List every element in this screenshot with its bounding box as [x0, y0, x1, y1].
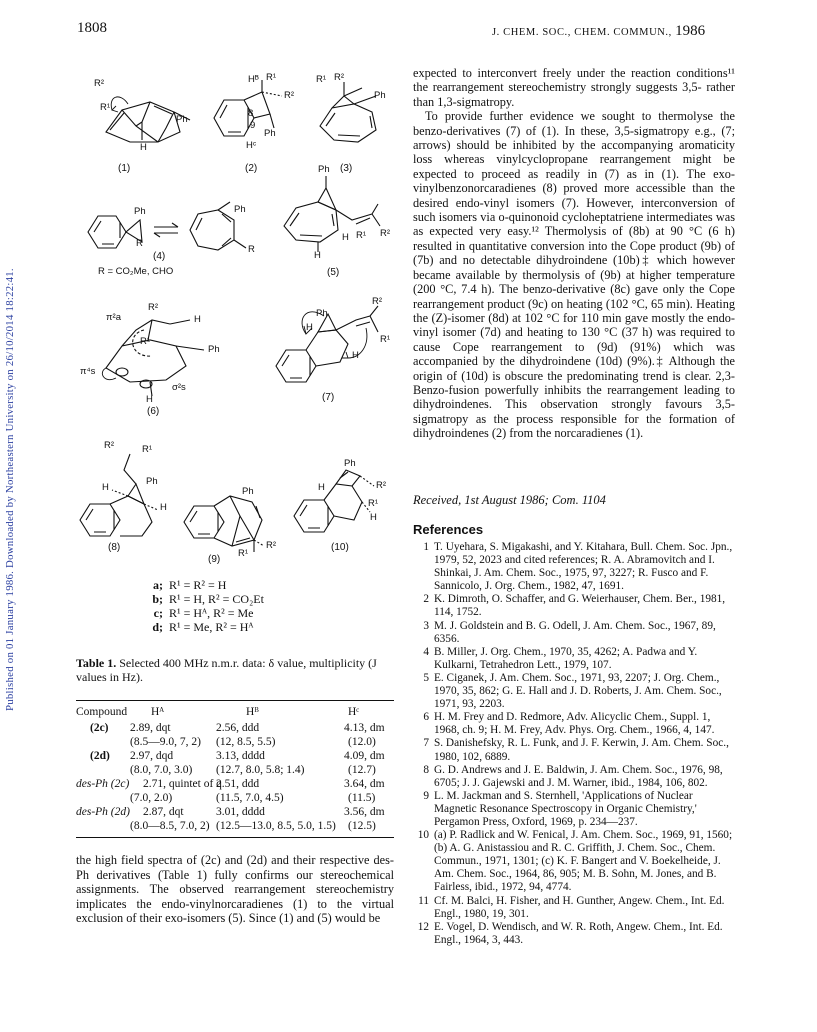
reference-item	[413, 620, 735, 646]
atom-H: H	[342, 232, 349, 243]
structure-3	[310, 72, 400, 158]
label-pi2a: π²a	[106, 312, 122, 323]
reference-text: M. J. Goldstein and B. G. Odell, J. Am. Chem. Soc., 1967, 89, 6356.	[434, 619, 716, 645]
reference-number: 11	[418, 894, 429, 907]
label-compound-5: (5)	[327, 267, 340, 278]
cell-hb: (11.5, 7.0, 4.5)	[216, 792, 284, 804]
atom-R1: R¹	[238, 548, 249, 559]
ring-position-9: 9	[250, 120, 256, 131]
journal-year: 1986	[675, 23, 706, 39]
label-compound-1: (1)	[118, 163, 131, 174]
reference-text: Cf. M. Balci, H. Fisher, and H. Gunther, Angew. Chem., Int. Ed. Engl., 1980, 19, 301.	[434, 894, 725, 920]
label-compound-6: (6)	[147, 406, 160, 417]
structure-10	[290, 458, 400, 544]
atom-R2: R²	[284, 90, 295, 101]
atom-Ph: Ph	[374, 90, 386, 101]
cell-hc: (11.5)	[348, 792, 376, 804]
atom-R2: R²	[334, 72, 345, 83]
substituent-list	[145, 578, 264, 634]
atom-R2: R²	[94, 78, 105, 89]
references-heading: References	[413, 522, 484, 537]
reference-text: E. Ciganek, J. Am. Chem. Soc., 1971, 93, 2207; J. Org. Chem., 1970, 35, 862; G. E. Hall and J. D. Roberts, J. Am. Chem. Soc., 1971, 93, 2203.	[434, 671, 722, 711]
atom-Ph: Ph	[242, 486, 254, 497]
label-pi4s: π⁴s	[80, 366, 96, 377]
reference-text: H. M. Frey and D. Redmore, Adv. Alicyclic Chem., Suppl. 1, 1968, ch. 9; H. M. Frey, Adv. Phys. Org. Chem., 1966, 4, 147.	[434, 711, 715, 737]
reference-text: T. Uyehara, S. Migakashi, and Y. Kitahara, Bull. Chem. Soc. Jpn., 1979, 52, 2023 and cited references; R. A. Abramovitch and I. Shinkai, J. Am. Chem. Soc., 1975, 97, 3227; R. Fusco and F. Sannicolo, J. Org. Chem., 1982, 47, 1691.	[434, 541, 733, 593]
cell-hb: 2.56, ddd	[216, 722, 260, 734]
journal-name: J. CHEM. SOC., CHEM. COMMUN.,	[492, 27, 672, 38]
reference-item	[413, 895, 735, 921]
reference-number: 9	[423, 789, 429, 802]
table-caption-label: Table 1.	[76, 656, 117, 670]
col-header-hb: Hᴮ	[246, 706, 259, 718]
atom-H: H	[160, 502, 167, 513]
atom-HC: Hᶜ	[246, 140, 257, 151]
cell-hc: 3.64, dm	[344, 778, 385, 790]
r-definition: R = CO₂Me, CHO	[98, 266, 174, 277]
reference-text: E. Vogel, D. Wendisch, and W. R. Roth, Angew. Chem., Int. Ed. Engl., 1964, 3, 443.	[434, 920, 723, 946]
substituent-def: R¹ = Hᴬ, R² = Me	[169, 606, 254, 620]
label-compound-4: (4)	[153, 251, 166, 262]
reference-number: 8	[423, 763, 429, 776]
reference-text: L. M. Jackman and S. Sternhell, 'Applications of Nuclear Magnetic Resonance Spectroscopy in Organic Chemistry,' Pergamon Press, Oxford, 1969, p. 234—237.	[434, 789, 697, 828]
atom-H: H	[146, 394, 153, 405]
atom-H: H	[102, 482, 109, 493]
label-compound-7: (7)	[322, 392, 335, 403]
atom-Ph: Ph	[264, 128, 276, 139]
atom-Ph: Ph	[134, 206, 146, 217]
col-header-compound: Compound	[76, 706, 128, 718]
reference-number: 10	[417, 829, 429, 842]
structure-1	[92, 80, 202, 160]
cell-hb: (12.7, 8.0, 5.8; 1.4)	[216, 764, 305, 776]
cell-hc: (12.0)	[348, 736, 376, 748]
cell-hb: (12.5—13.0, 8.5, 5.0, 1.5)	[216, 820, 336, 832]
nmr-table	[76, 706, 394, 834]
reference-number: 2	[423, 593, 429, 606]
label-compound-2: (2)	[245, 163, 258, 174]
atom-R1: R¹	[356, 230, 367, 241]
atom-R1: R¹	[368, 498, 379, 509]
reference-number: 5	[423, 671, 429, 684]
reference-list	[413, 541, 735, 947]
cell-ha: 2.87, dqt	[143, 806, 184, 818]
atom-H: H	[314, 250, 321, 261]
atom-Ph: Ph	[318, 164, 330, 175]
atom-R2: R²	[266, 540, 277, 551]
page-number: 1808	[77, 20, 107, 36]
atom-R2: R²	[380, 228, 391, 239]
atom-HB: Hᴮ	[248, 74, 259, 85]
atom-H: H	[194, 314, 201, 325]
table-bottom-rule	[76, 837, 394, 838]
table-row	[76, 820, 394, 834]
cell-hb: 3.13, dddd	[216, 750, 265, 762]
reference-item	[413, 829, 735, 894]
cell-ha: 2.71, quintet of q	[143, 778, 222, 790]
structure-6	[80, 300, 246, 405]
reference-number: 3	[423, 619, 429, 632]
substituent-c	[145, 606, 264, 620]
substituent-b	[145, 592, 264, 606]
substituent-a	[145, 578, 264, 592]
atom-R1: R¹	[100, 102, 111, 113]
reference-item	[413, 921, 735, 947]
structure-4	[82, 200, 262, 260]
paragraph: To provide further evidence we sought to thermolyse the benzo-derivatives (7) of (1). In these, 3,5-sigmatropy e.g., (7; arrows) should be inhibited by the accompanying aromaticity loss whereas vinylcyclopropane rearrangement might be expected to proceed as readily in (7) as in (1). The exo-vinylbenzonorcaradienes (8) proved more accessible than the desired endo-vinyl isomers (7). However, interconversion of such isomers via o-quinonoid cycloheptatriene intermediates was as expected very easy.¹² Thermolysis of (8b) at 90 °C (6 h) resulted in quantitative conversion into the Cope product (9b) of (7b) and no detectable dihydroindene (10b)‡ which however became available by thermolysis of (9b) at higher temperature (200 °C, 7.4 h). The benzo-derivative (8c) gave only the Cope rearrangement product (9c) on heating (102 °C, 65 min). Heating the (Z)-isomer (8d) at 102 °C for 110 min gave mostly the endo-vinyl isomer (7d) and heating to 130 °C (37 h) was required to cause Cope rearrangement to (9d) (91%) which was accompanied by the dihydroindene (10d) (9%).‡ Although the origin of (10d) is obscure the predominating trend is clear. 2,3-Benzo-fusion powerfully inhibits the rearrangement leading to dihydroindenes. This observation strongly favours 3,5-sigmatropy as the process responsible for the formation of dihydroindenes (2) from the norcaradienes (1).	[413, 109, 735, 441]
cell-hb: 3.01, dddd	[216, 806, 265, 818]
substituent-def: R¹ = H, R² = CO₂Et	[169, 592, 264, 606]
table-row	[76, 792, 394, 806]
table-caption-text: Selected 400 MHz n.m.r. data: δ value, multiplicity (J values in Hz).	[76, 656, 377, 684]
atom-Ph: Ph	[146, 476, 158, 487]
substituent-d	[145, 620, 264, 634]
cell-ha: (7.0, 2.0)	[130, 792, 173, 804]
structure-7	[266, 296, 396, 396]
atom-Ph: Ph	[234, 204, 246, 215]
label-compound-10: (10)	[331, 542, 349, 553]
atom-R1: R¹	[316, 74, 327, 85]
label-sigma2s: σ²s	[172, 382, 186, 393]
reference-item	[413, 541, 735, 593]
cell-hb: (12, 8.5, 5.5)	[216, 736, 276, 748]
structure-5	[276, 164, 396, 261]
substituent-def: R¹ = R² = H	[169, 578, 227, 592]
reference-item	[413, 737, 735, 763]
atom-H: H	[306, 322, 313, 333]
atom-R: R	[248, 244, 255, 255]
atom-H: H	[370, 512, 377, 523]
atom-R2: R²	[104, 440, 115, 451]
table-row	[76, 750, 394, 764]
substituent-def: R¹ = Me, R² = Hᴬ	[169, 620, 254, 634]
paragraph: expected to interconvert freely under the reaction conditions¹¹ the rearrangement stereochemistry strongly suggests 3,5- rather than 1,3-sigmatropy.	[413, 66, 735, 109]
atom-Ph: Ph	[316, 308, 328, 319]
cell-ha: (8.0, 7.0, 3.0)	[130, 764, 193, 776]
body-text-right	[413, 66, 735, 441]
cell-ha: 2.97, dqd	[130, 750, 174, 762]
cell-hc: (12.7)	[348, 764, 376, 776]
col-header-hc: Hᶜ	[348, 706, 360, 718]
table-caption	[76, 656, 388, 684]
table-row	[76, 778, 394, 792]
atom-H: H	[352, 350, 359, 361]
download-watermark: Published on 01 January 1986. Downloaded by Northeastern University on 26/10/2014 18:22:41.	[4, 268, 16, 712]
reference-text: B. Miller, J. Org. Chem., 1970, 35, 4262; A. Padwa and Y. Kulkarni, Tetrahedron Lett., 1979, 107.	[434, 645, 698, 671]
cell-ha: (8.5—9.0, 7, 2)	[130, 736, 201, 748]
table-header-row	[76, 706, 394, 722]
cell-hb: 2.51, ddd	[216, 778, 260, 790]
reference-text: K. Dimroth, O. Schaffer, and G. Weierhauser, Chem. Ber., 1981, 114, 1752.	[434, 593, 726, 619]
received-date: Received, 1st August 1986; Com. 1104	[413, 493, 606, 507]
table-row	[76, 736, 394, 750]
reference-number: 4	[423, 645, 429, 658]
reference-item	[413, 646, 735, 672]
cell-compound: des-Ph (2d)	[76, 806, 130, 818]
ring-position-8: 8	[248, 108, 254, 119]
table-row	[76, 722, 394, 736]
atom-Ph: Ph	[208, 344, 220, 355]
reference-number: 12	[417, 920, 429, 933]
cell-ha: (8.0—8.5, 7.0, 2)	[130, 820, 210, 832]
col-header-ha: Hᴬ	[151, 706, 165, 718]
cell-hc: (12.5)	[348, 820, 376, 832]
table-row	[76, 806, 394, 820]
reference-item	[413, 672, 735, 711]
reference-item	[413, 593, 735, 619]
substituent-letter: a;	[153, 578, 163, 592]
journal-header	[492, 23, 705, 40]
substituent-letter: d;	[152, 620, 163, 634]
structure-2	[208, 72, 308, 158]
reference-number: 7	[423, 737, 429, 750]
reference-item	[413, 711, 735, 737]
cell-hc: 4.13, dm	[344, 722, 385, 734]
table-row	[76, 764, 394, 778]
atom-R1: R¹	[266, 72, 277, 83]
substituent-letter: c;	[153, 606, 163, 620]
atom-Ph: Ph	[344, 458, 356, 469]
reference-text: G. D. Andrews and J. E. Baldwin, J. Am. Chem. Soc., 1976, 98, 6705; J. J. Gajewski and J. M. Warner, ibid., 1984, 106, 802.	[434, 763, 723, 789]
label-compound-3: (3)	[340, 163, 353, 174]
reference-number: 1	[423, 541, 429, 553]
structure-9	[180, 484, 286, 564]
table-top-rule	[76, 700, 394, 701]
atom-R2: R²	[376, 480, 387, 491]
body-text-left: the high field spectra of (2c) and (2d) and their respective des-Ph derivatives (Table 1) fully confirms our stereochemical assignments. The observed rearrangement stereochemistry implicates the endo-vinylnorcaradienes (1) to the virtual exclusion of their exo-isomers (5). Since (1) and (5) would be	[76, 853, 394, 926]
reference-number: 6	[423, 711, 429, 724]
structure-8	[76, 440, 186, 542]
cell-compound: (2c)	[90, 722, 109, 734]
atom-R1: R¹	[142, 444, 153, 455]
cell-compound: des-Ph (2c)	[76, 778, 130, 790]
reference-text: (a) P. Radlick and W. Fenical, J. Am. Chem. Soc., 1969, 91, 1560; (b) A. G. Anistassiou and R. C. Griffith, J. Chem. Soc., Chem. Commun., 1971, 1301; (c) K. F. Bangert and V. Boekelheide, J. Am. Chem. Soc., 1964, 86, 905; M. B. Sohn, M. Jones, and B. Fairless, ibid., 1972, 94, 4774.	[434, 829, 733, 894]
atom-R1: R¹	[380, 334, 391, 345]
reference-item	[413, 790, 735, 829]
atom-R1: R¹	[140, 336, 151, 347]
atom-R2: R²	[148, 302, 159, 313]
label-compound-8: (8)	[108, 542, 121, 553]
reference-text: S. Danishefsky, R. L. Funk, and J. F. Kerwin, J. Am. Chem. Soc., 1980, 102, 6889.	[434, 737, 729, 763]
label-compound-9: (9)	[208, 554, 221, 565]
atom-H: H	[140, 142, 147, 153]
reference-item	[413, 764, 735, 790]
atom-R: R	[136, 238, 143, 249]
atom-Ph: Ph	[176, 114, 188, 125]
cell-hc: 3.56, dm	[344, 806, 385, 818]
substituent-letter: b;	[152, 592, 163, 606]
cell-compound: (2d)	[90, 750, 110, 762]
atom-R2: R²	[372, 296, 383, 307]
atom-H: H	[318, 482, 325, 493]
cell-ha: 2.89, dqt	[130, 722, 171, 734]
cell-hc: 4.09, dm	[344, 750, 385, 762]
